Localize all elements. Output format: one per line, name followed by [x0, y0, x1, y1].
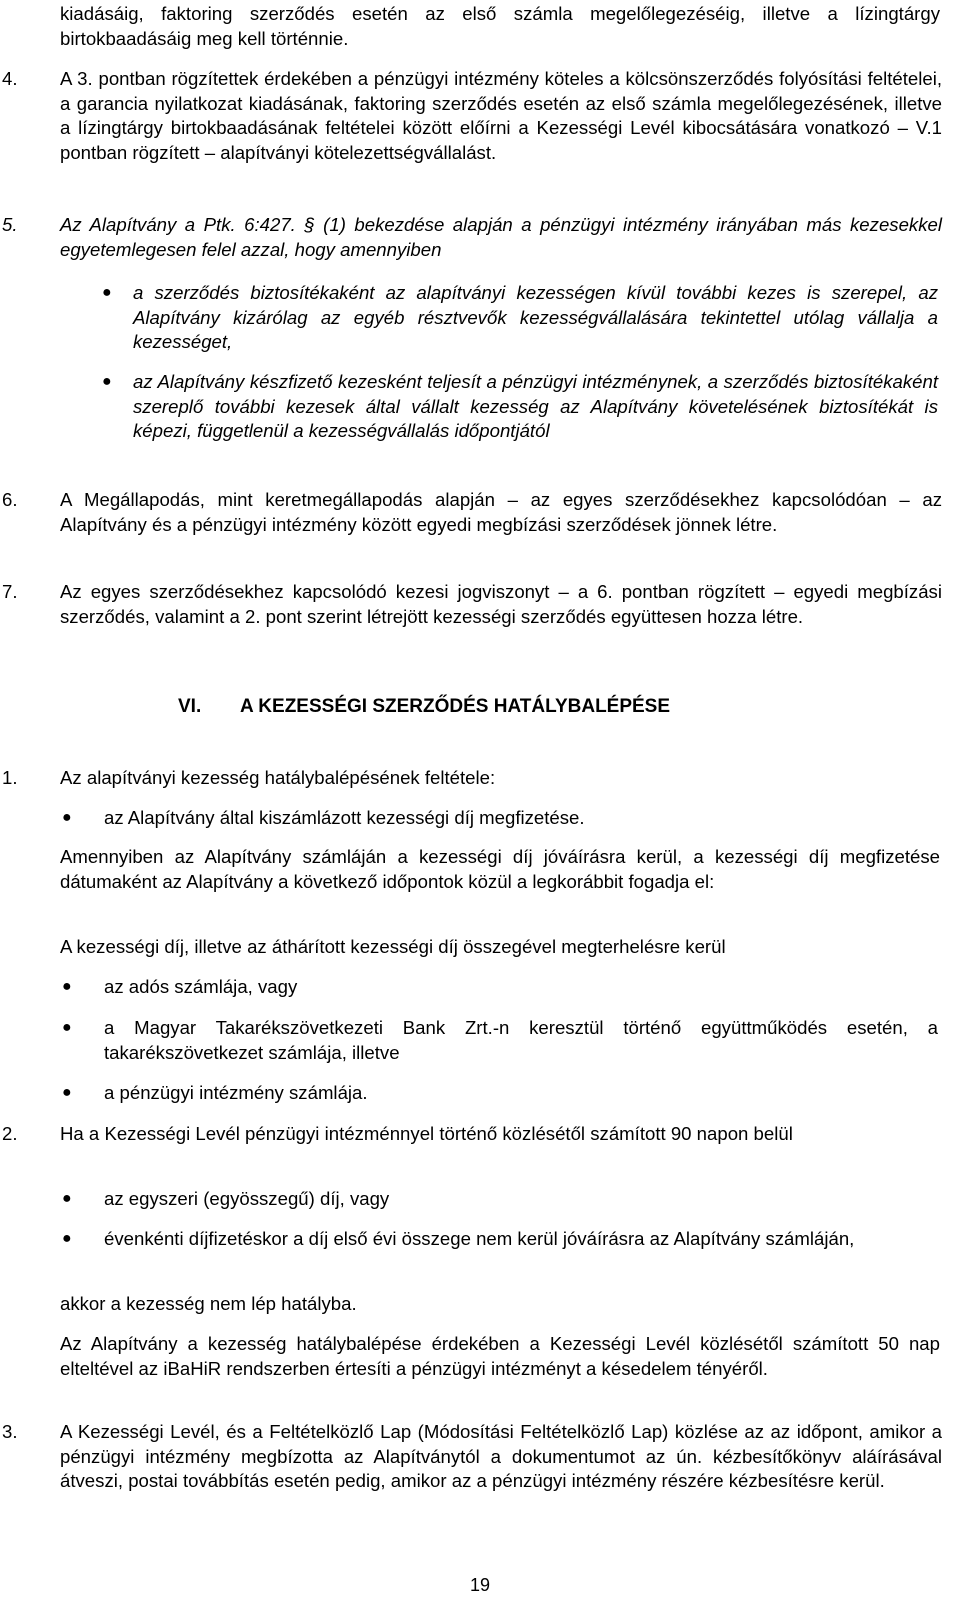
- bullet-text: az Alapítvány által kiszámlázott kezességi díj megfizetése.: [104, 807, 585, 828]
- continuation-paragraph: kiadásáig, faktoring szerződés esetén az első számla megelőlegezéséig, illetve a lízingtárgy birtokbaadásáig meg kell történnie.: [60, 3, 940, 49]
- item-number: 6.: [2, 489, 18, 510]
- paragraph: akkor a kezesség nem lép hatályba.: [60, 1293, 357, 1314]
- bullet-icon: ●: [62, 809, 72, 826]
- item-text: A Kezességi Levél, és a Feltételközlő Lap (Módosítási Feltételközlő Lap) közlése az az időpont, amikor a pénzügyi intézmény megbízotta az Alapítványtól a dokumentumot az ún. kézbesítőkönyv aláírásával átveszi, postai továbbítás esetén pedig, amikor az a pénzügyi intézmény részére kézbesítésre kerül.: [60, 1421, 942, 1491]
- bullet-icon: ●: [102, 284, 112, 301]
- bullet-text: az egyszeri (egyösszegű) díj, vagy: [104, 1188, 390, 1209]
- item-number: 7.: [2, 581, 18, 602]
- bullet-text: az Alapítvány készfizető kezesként teljesít a pénzügyi intézménynek, a szerződés biztosítékaként szereplő további kezesek által vállalt kezesség az Alapítvány követelésének biztosítékát is képezi, függetlenül a kezességvállalás időpontjától: [133, 371, 938, 441]
- bullet-icon: ●: [62, 978, 72, 995]
- item-number: 3.: [2, 1421, 18, 1442]
- bullet-icon: ●: [62, 1190, 72, 1207]
- item-text: Az alapítványi kezesség hatálybalépésének feltétele:: [60, 767, 496, 788]
- bullet-text: a Magyar Takarékszövetkezeti Bank Zrt.-n keresztül történő együttműködés esetén, a takarékszövetkezet számlája, illetve: [104, 1017, 938, 1063]
- bullet-icon: ●: [62, 1019, 72, 1036]
- section-title: A KEZESSÉGI SZERZŐDÉS HATÁLYBALÉPÉSE: [240, 696, 671, 717]
- item-text: A Megállapodás, mint keretmegállapodás alapján – az egyes szerződésekhez kapcsolódóan – az Alapítvány és a pénzügyi intézmény között egyedi megbízási szerződések jönnek létre.: [60, 489, 942, 535]
- item-text: A 3. pontban rögzítettek érdekében a pénzügyi intézmény köteles a kölcsönszerződés folyósítási feltételei, a garancia nyilatkozat kiadásának, faktoring szerződés esetén az első számla megelőlegezésének, illetve a lízingtárgy birtokbaadásának feltételei között előírni a Kezességi Levél kibocsátására vonatkozó – V.1 pontban rögzített – alapítványi kötelezettségvállalást.: [60, 68, 942, 163]
- bullet-text: a pénzügyi intézmény számlája.: [104, 1082, 368, 1103]
- item-number: 4.: [2, 68, 18, 89]
- paragraph: Amennyiben az Alapítvány számláján a kezességi díj jóváírásra kerül, a kezességi díj megfizetése dátumaként az Alapítvány a következő időpontok közül a legkorábbit fogadja el:: [60, 846, 940, 892]
- bullet-icon: ●: [62, 1230, 72, 1247]
- bullet-text: a szerződés biztosítékaként az alapítványi kezességen kívül további kezes is szerepel, az Alapítvány kizárólag az egyéb résztvevők kezességvállalására tekintettel utólag vállalja a kezességet,: [133, 282, 938, 352]
- bullet-text: évenkénti díjfizetéskor a díj első évi összege nem kerül jóváírásra az Alapítvány számláján,: [104, 1228, 855, 1249]
- bullet-icon: ●: [102, 373, 112, 390]
- paragraph: A kezességi díj, illetve az áthárított kezességi díj összegével megterhelésre kerül: [60, 936, 726, 957]
- page-number: 19: [469, 1575, 491, 1595]
- bullet-icon: ●: [62, 1084, 72, 1101]
- item-number: 1.: [2, 767, 18, 788]
- item-text: Ha a Kezességi Levél pénzügyi intézménnyel történő közlésétől számított 90 napon belül: [60, 1123, 793, 1144]
- item-number: 2.: [2, 1123, 18, 1144]
- item-text: Az egyes szerződésekhez kapcsolódó kezesi jogviszonyt – a 6. pontban rögzített – egyedi megbízási szerződés, valamint a 2. pont szerint létrejött kezességi szerződés együttesen hozza létre.: [60, 581, 942, 627]
- paragraph: Az Alapítvány a kezesség hatálybalépése érdekében a Kezességi Levél közlésétől számított 50 nap elteltével az iBaHiR rendszerben értesíti a pénzügyi intézményt a késedelem tényéről.: [60, 1333, 940, 1379]
- item-number: 5.: [2, 214, 18, 235]
- bullet-text: az adós számlája, vagy: [104, 976, 298, 997]
- section-number: VI.: [178, 696, 202, 717]
- item-text: Az Alapítvány a Ptk. 6:427. § (1) bekezdése alapján a pénzügyi intézmény irányában más kezesekkel egyetemlegesen felel azzal, hogy amennyiben: [60, 214, 942, 260]
